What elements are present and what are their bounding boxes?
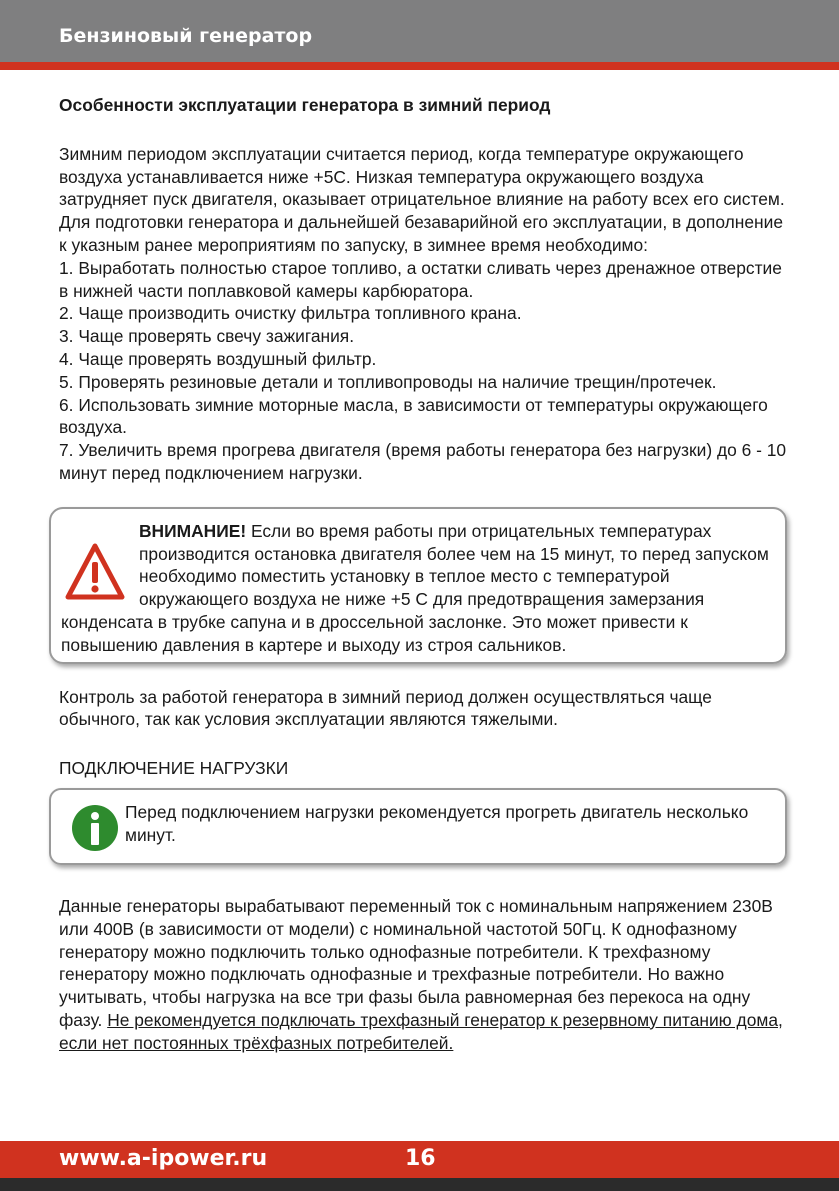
footer-url: www.a-ipower.ru bbox=[59, 1146, 268, 1171]
warning-triangle-icon bbox=[65, 542, 125, 602]
winter-step-5: 5. Проверять резиновые детали и топливопроводы на наличие трещин/протечек. bbox=[59, 371, 717, 392]
load-body bbox=[59, 895, 789, 1055]
info-icon bbox=[71, 804, 119, 852]
winter-step-3: 3. Чаще проверять свечу зажигания. bbox=[59, 326, 355, 347]
header-title: Бензиновый генератор bbox=[59, 25, 313, 47]
winter-intro: Зимним периодом эксплуатации считается период, когда температуре окружающего воздуха устанавливается ниже +5С. Низкая температура окружающего воздуха затрудняет пуск двигателя, оказывает отрицательное влияние на работу всех его систем. bbox=[59, 143, 785, 210]
load-heading: ПОДКЛЮЧЕНИЕ НАГРУЗКИ bbox=[59, 758, 289, 779]
header-stripe bbox=[0, 62, 839, 70]
load-body-text: Данные генераторы вырабатывают переменный ток с номинальным напряжением 230В или 400В (в зависимости от модели) с номинальной частотой 50Гц. К однофазному генератору можно подключить только однофазные потребители. К трехфазному генератору можно подключать однофазные и трехфазные потребители. Но важно учитывать, чтобы нагрузка на все три фазы была равномерная без перекоса на одну фазу. bbox=[59, 895, 773, 1030]
page-number: 16 bbox=[405, 1146, 436, 1171]
info-box bbox=[49, 788, 787, 865]
winter-step-6: 6. Использовать зимние моторные масла, в зависимости от температуры окружающего воздуха. bbox=[59, 394, 768, 438]
control-text: Контроль за работой генератора в зимний период должен осуществляться чаще обычного, так как условия эксплуатации являются тяжелыми. bbox=[59, 686, 712, 730]
warning-label: ВНИМАНИЕ! bbox=[139, 520, 247, 541]
page-header bbox=[0, 0, 839, 62]
footer-band bbox=[0, 1178, 839, 1191]
load-body-underlined: Не рекомендуется подключать трехфазный генератор к резервному питанию дома, если нет постоянных трёхфазных потребителей. bbox=[59, 1009, 783, 1053]
warning-text-block bbox=[61, 520, 777, 657]
warning-text: Если во время работы при отрицательных температурах производится остановка двигателя более чем на 15 минут, то перед запуском необходимо поместить установку в теплое место с температурой окружающего воздуха не ниже +5 С для предотвращения замерзания конденсата в трубке сапуна и в дроссельной заслонке. Это может привести к повышению давления в картере и выходу из строя сальников. bbox=[61, 520, 769, 655]
warning-box bbox=[49, 507, 787, 664]
winter-step-1: 1. Выработать полностью старое топливо, а остатки сливать через дренажное отверстие в нижней части поплавковой камеры карбюратора. bbox=[59, 257, 782, 301]
winter-heading: Особенности эксплуатации генератора в зимний период bbox=[59, 95, 551, 115]
winter-prep: Для подготовки генератора и дальнейшей безаварийной его эксплуатации, в дополнение к указным ранее мероприятиям по запуску, в зимнее время необходимо: bbox=[59, 212, 784, 255]
winter-step-4: 4. Чаще проверять воздушный фильтр. bbox=[59, 348, 377, 369]
winter-step-2: 2. Чаще производить очистку фильтра топливного крана. bbox=[59, 303, 522, 324]
info-text: Перед подключением нагрузки рекомендуется прогреть двигатель несколько минут. bbox=[125, 801, 749, 845]
page-content bbox=[59, 94, 789, 1055]
winter-step-7: 7. Увеличить время прогрева двигателя (время работы генератора без нагрузки) до 6 - 10 минут перед подключением нагрузки. bbox=[59, 440, 787, 483]
